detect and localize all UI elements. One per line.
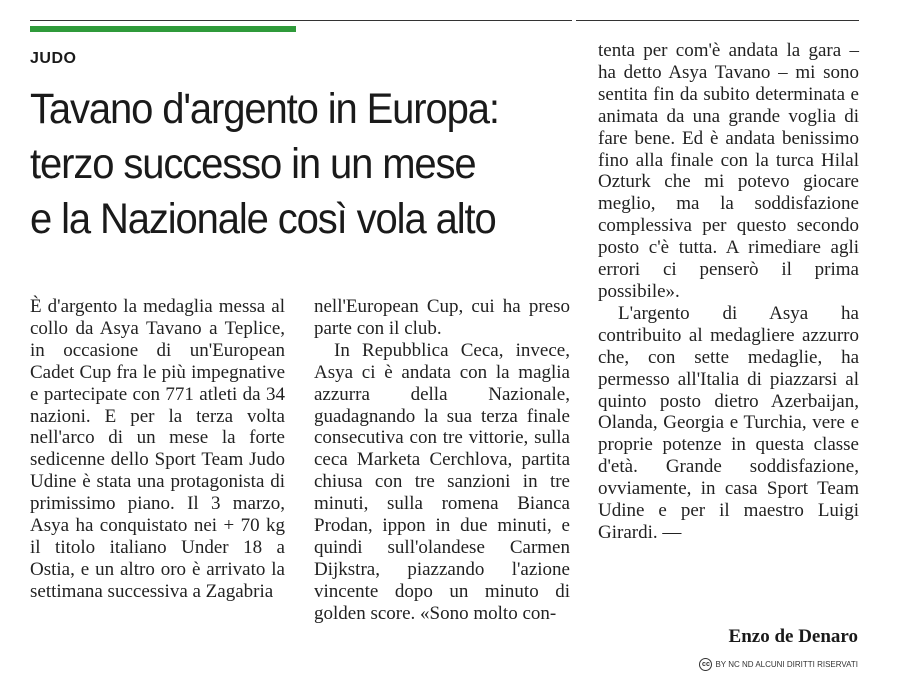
article-column-1 xyxy=(30,296,285,603)
copyright-notice xyxy=(699,658,858,671)
headline-line-2: terzo successo in un mese xyxy=(30,140,476,188)
headline xyxy=(30,82,542,247)
body-paragraph: nell'European Cup, cui ha preso parte con il club. xyxy=(314,296,570,339)
article-column-2 xyxy=(314,296,570,625)
creative-commons-icon: cc xyxy=(699,658,712,671)
body-paragraph: In Repubblica Ceca, invece, Asya ci è andata con la maglia azzurra della Nazionale, guadagnando la sua terza finale consecutiva con tre vittorie, sulla ceca Marketa Cerchlova, partita chiusa con tre sanzioni in tre minuti, sulla romena Bianca Prodan, ippon in due minuti, e quindi sull'olandese Carmen Dijkstra, piazzando l'azione vincente dopo un minuto di golden score. «Sono molto con- xyxy=(314,339,570,624)
top-rule-right xyxy=(576,20,859,21)
body-paragraph: tenta per com'è andata la gara – ha detto Asya Tavano – mi sono sentita fin da subito determinata e animata da una grande voglia di fare bene. Ed è andata benissimo fino alla finale con la turca Hilal Ozturk che mi potevo giocare meglio, ma la soddisfazione complessiva per questo secondo posto c'è tutta. A rimediare agli errori ci penserò il prima possibile». xyxy=(598,40,859,302)
author-byline: Enzo de Denaro xyxy=(728,626,858,647)
article-column-3 xyxy=(598,40,859,544)
section-color-bar xyxy=(30,26,296,32)
headline-line-3: e la Nazionale così vola alto xyxy=(30,195,496,243)
body-paragraph: È d'argento la medaglia messa al collo da Asya Tavano a Teplice, in occasione di un'European Cadet Cup fra le più impegnative e partecipate con 771 atleti da 34 nazioni. E per la terza volta nell'arco di un mese la forte sedicenne dello Sport Team Judo Udine è stata una protagonista di primissimo piano. Il 3 marzo, Asya ha conquistato nei + 70 kg il titolo italiano Under 18 a Ostia, e un altro oro è arrivato la settimana successiva a Zagabria xyxy=(30,296,285,602)
top-rule-left xyxy=(30,20,572,21)
headline-line-1: Tavano d'argento in Europa: xyxy=(30,85,499,133)
copyright-text: BY NC ND ALCUNI DIRITTI RISERVATI xyxy=(715,660,858,669)
body-paragraph: L'argento di Asya ha contribuito al medagliere azzurro che, con sette medaglie, ha permesso all'Italia di piazzarsi al quinto posto dietro Azerbaijan, Olanda, Georgia e Turchia, vere e proprie potenze in questa classe d'età. Grande soddisfazione, ovviamente, in casa Sport Team Udine e per il maestro Luigi Girardi. — xyxy=(598,302,859,543)
section-kicker: JUDO xyxy=(30,50,77,67)
